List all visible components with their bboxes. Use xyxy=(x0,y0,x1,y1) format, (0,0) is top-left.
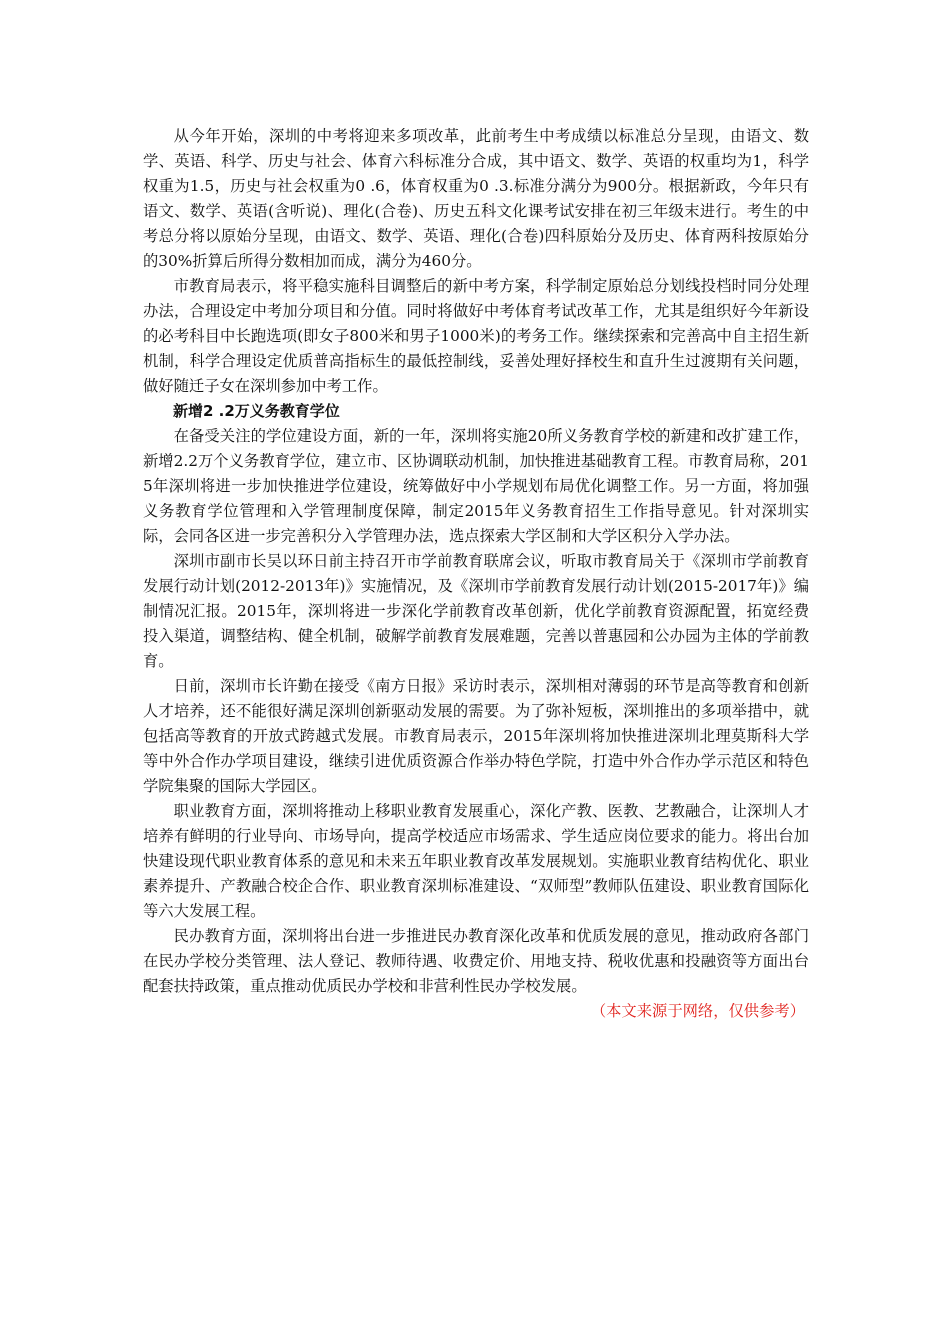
paragraph-vocational: 职业教育方面，深圳将推动上移职业教育发展重心，深化产教、医教、艺教融合，让深圳人才培养有鲜明的行业导向、市场导向，提高学校适应市场需求、学生适应岗位要求的能力。将出台加快建设现代职业教育体系的意见和未来五年职业教育改革发展规划。实施职业教育结构优化、职业素养提升、产教融合校企合作、职业教育深圳标准建设、“双师型”教师队伍建设、职业教育国际化等六大发展工程。 xyxy=(143,802,809,920)
document-page xyxy=(143,124,809,1024)
paragraph-preschool: 深圳市副市长吴以环日前主持召开市学前教育联席会议，听取市教育局关于《深圳市学前教育发展行动计划(2012-2013年)》实施情况，及《深圳市学前教育发展行动计划(2015-2017年)》编制情况汇报。2015年，深圳将进一步深化学前教育改革创新，优化学前教育资源配置，拓宽经费投入渠道，调整结构、健全机制，破解学前教育发展难题，完善以普惠园和公办园为主体的学前教育。 xyxy=(143,552,809,670)
paragraph-higher-education: 日前，深圳市长许勤在接受《南方日报》采访时表示，深圳相对薄弱的环节是高等教育和创新人才培养，还不能很好满足深圳创新驱动发展的需要。为了弥补短板，深圳推出的多项举措中，就包括高等教育的开放式跨越式发展。市教育局表示，2015年深圳将加快推进深圳北理莫斯科大学等中外合作办学项目建设，继续引进优质资源合作举办特色学院，打造中外合作办学示范区和特色学院集聚的国际大学园区。 xyxy=(143,677,809,795)
paragraph-exam-implementation: 市教育局表示，将平稳实施科目调整后的新中考方案，科学制定原始总分划线投档时同分处理办法，合理设定中考加分项目和分值。同时将做好中考体育考试改革工作，尤其是组织好今年新设的必考科目中长跑选项(即女子800米和男子1000米)的考务工作。继续探索和完善高中自主招生新机制，科学合理设定优质普高指标生的最低控制线，妥善处理好择校生和直升生过渡期有关问题，做好随迁子女在深圳参加中考工作。 xyxy=(143,277,809,395)
paragraph-exam-reform: 从今年开始，深圳的中考将迎来多项改革，此前考生中考成绩以标准总分呈现，由语文、数学、英语、科学、历史与社会、体育六科标准分合成，其中语文、数学、英语的权重均为1，科学权重为1.5，历史与社会权重为0 .6，体育权重为0 .3.标准分满分为900分。根据新政，今年只有语文、数学、英语(含听说)、理化(合卷)、历史五科文化课考试安排在初三年级末进行。考生的中考总分将以原始分呈现，由语文、数学、英语、理化(合卷)四科原始分及历史、体育两科按原始分的30%折算后所得分数相加而成，满分为460分。 xyxy=(143,127,809,270)
section-heading: 新增2 .2万义务教育学位 xyxy=(173,402,340,420)
source-note: （本文来源于网络，仅供参考） xyxy=(590,1002,805,1020)
paragraph-private-education: 民办教育方面，深圳将出台进一步推进民办教育深化改革和优质发展的意见，推动政府各部门在民办学校分类管理、法人登记、教师待遇、收费定价、用地支持、税收优惠和投融资等方面出台配套扶持政策，重点推动优质民办学校和非营利性民办学校发展。 xyxy=(143,927,809,995)
paragraph-school-places: 在备受关注的学位建设方面，新的一年，深圳将实施20所义务教育学校的新建和改扩建工作，新增2.2万个义务教育学位，建立市、区协调联动机制，加快推进基础教育工程。市教育局称，2015年深圳将进一步加快推进学位建设，统筹做好中小学规划布局优化调整工作。另一方面，将加强义务教育学位管理和入学管理制度保障，制定2015年义务教育招生工作指导意见。针对深圳实际，会同各区进一步完善积分入学管理办法，选点探索大学区制和大学区积分入学办法。 xyxy=(143,427,809,545)
